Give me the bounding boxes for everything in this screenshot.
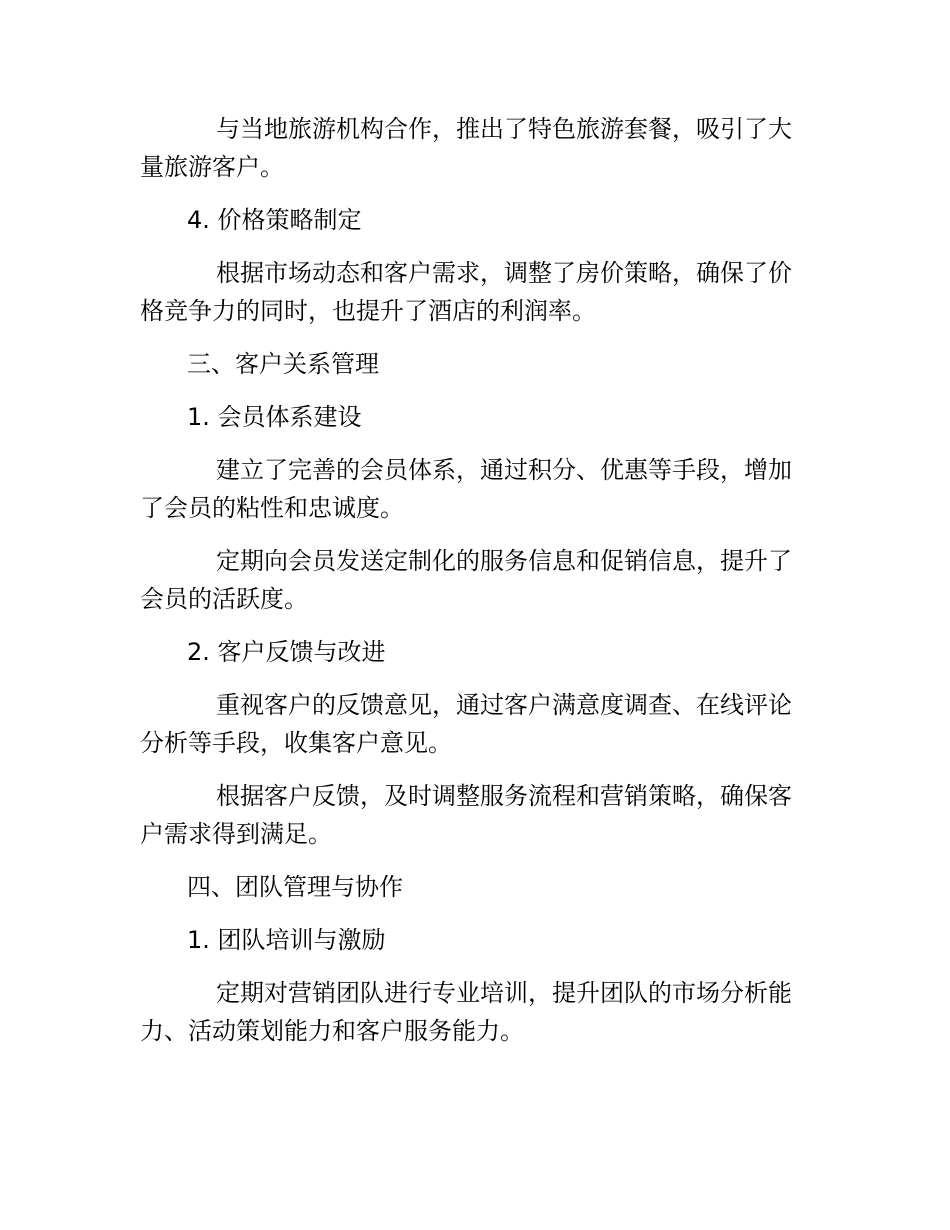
document-page: [140, 110, 792, 1065]
heading-pricing-strategy: 4. 价格策略制定: [187, 206, 362, 234]
heading-team-management: 四、团队管理与协作: [187, 873, 403, 901]
paragraph-membership-loyalty: 建立了完善的会员体系，通过积分、优惠等手段，增加了会员的粘性和忠诚度。: [140, 456, 792, 522]
paragraph-feedback-collection: 重视客户的反馈意见，通过客户满意度调查、在线评论分析等手段，收集客户意见。: [140, 691, 792, 757]
paragraph-team-training: 定期对营销团队进行专业培训，提升团队的市场分析能力、活动策划能力和客户服务能力。: [140, 979, 792, 1045]
heading-customer-relations: 三、客户关系管理: [187, 350, 379, 378]
paragraph-pricing-adjustment: 根据市场动态和客户需求，调整了房价策略，确保了价格竞争力的同时，也提升了酒店的利润率。: [140, 259, 792, 325]
paragraph-member-activity: 定期向会员发送定制化的服务信息和促销信息，提升了会员的活跃度。: [140, 547, 792, 613]
heading-customer-feedback: 2. 客户反馈与改进: [187, 638, 386, 666]
paragraph-tourism-partnership: 与当地旅游机构合作，推出了特色旅游套餐，吸引了大量旅游客户。: [140, 115, 792, 181]
heading-team-training: 1. 团队培训与激励: [187, 926, 386, 954]
heading-membership-system: 1. 会员体系建设: [187, 403, 362, 431]
paragraph-feedback-adjustment: 根据客户反馈，及时调整服务流程和营销策略，确保客户需求得到满足。: [140, 782, 792, 848]
